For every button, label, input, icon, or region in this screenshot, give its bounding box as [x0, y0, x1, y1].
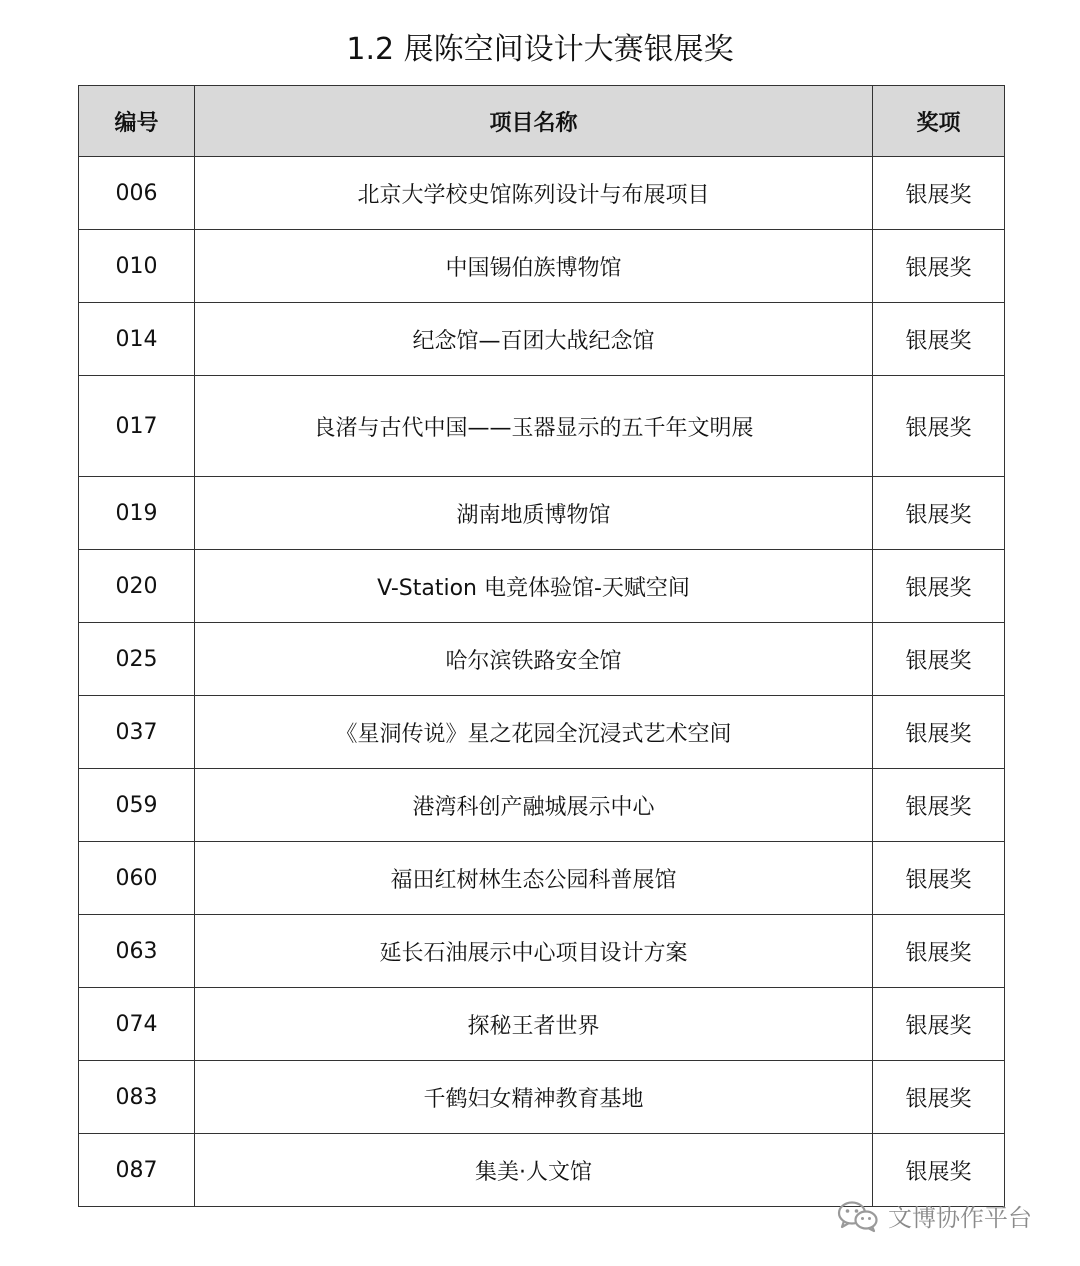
cell-name: 《星洞传说》星之花园全沉浸式艺术空间: [195, 696, 873, 769]
cell-award: 银展奖: [873, 477, 1005, 550]
wechat-icon: [836, 1199, 880, 1233]
cell-name: 湖南地质博物馆: [195, 477, 873, 550]
cell-id: 017: [79, 376, 195, 477]
cell-id: 037: [79, 696, 195, 769]
table-row: [79, 1134, 1005, 1207]
cell-award: 银展奖: [873, 230, 1005, 303]
table-row: [79, 550, 1005, 623]
header-id: 编号: [79, 86, 195, 157]
table-row: [79, 477, 1005, 550]
cell-name: 探秘王者世界: [195, 988, 873, 1061]
header-award: 奖项: [873, 86, 1005, 157]
table-row: [79, 915, 1005, 988]
cell-award: 银展奖: [873, 1061, 1005, 1134]
cell-name: 福田红树林生态公园科普展馆: [195, 842, 873, 915]
table-row: [79, 1061, 1005, 1134]
cell-award: 银展奖: [873, 915, 1005, 988]
cell-name: 港湾科创产融城展示中心: [195, 769, 873, 842]
cell-id: 083: [79, 1061, 195, 1134]
table-row: [79, 157, 1005, 230]
table-row: [79, 303, 1005, 376]
table-row: [79, 769, 1005, 842]
cell-name: 延长石油展示中心项目设计方案: [195, 915, 873, 988]
cell-award: 银展奖: [873, 623, 1005, 696]
cell-award: 银展奖: [873, 157, 1005, 230]
cell-award: 银展奖: [873, 696, 1005, 769]
cell-id: 019: [79, 477, 195, 550]
awards-table: [78, 85, 1005, 1207]
header-name: 项目名称: [195, 86, 873, 157]
table-row: [79, 230, 1005, 303]
cell-id: 010: [79, 230, 195, 303]
cell-name: 良渚与古代中国——玉器显示的五千年文明展: [195, 376, 873, 477]
table-row: [79, 988, 1005, 1061]
page-title: 1.2 展陈空间设计大赛银展奖: [346, 32, 734, 67]
cell-id: 063: [79, 915, 195, 988]
cell-id: 060: [79, 842, 195, 915]
cell-id: 087: [79, 1134, 195, 1207]
table-row: [79, 376, 1005, 477]
cell-id: 074: [79, 988, 195, 1061]
cell-award: 银展奖: [873, 550, 1005, 623]
cell-name: 集美·人文馆: [195, 1134, 873, 1207]
cell-award: 银展奖: [873, 376, 1005, 477]
table-row: [79, 842, 1005, 915]
cell-award: 银展奖: [873, 842, 1005, 915]
cell-award: 银展奖: [873, 988, 1005, 1061]
cell-award: 银展奖: [873, 303, 1005, 376]
cell-id: 020: [79, 550, 195, 623]
table-header-row: [79, 86, 1005, 157]
table-row: [79, 623, 1005, 696]
cell-id: 014: [79, 303, 195, 376]
cell-name: 纪念馆—百团大战纪念馆: [195, 303, 873, 376]
cell-id: 025: [79, 623, 195, 696]
cell-id: 006: [79, 157, 195, 230]
cell-award: 银展奖: [873, 769, 1005, 842]
cell-name: 千鹤妇女精神教育基地: [195, 1061, 873, 1134]
watermark: [836, 1198, 1032, 1233]
cell-award: 银展奖: [873, 1134, 1005, 1207]
cell-name: 哈尔滨铁路安全馆: [195, 623, 873, 696]
cell-id: 059: [79, 769, 195, 842]
cell-name: V-Station 电竞体验馆-天赋空间: [195, 550, 873, 623]
cell-name: 中国锡伯族博物馆: [195, 230, 873, 303]
cell-name: 北京大学校史馆陈列设计与布展项目: [195, 157, 873, 230]
table-row: [79, 696, 1005, 769]
watermark-text: 文博协作平台: [888, 1204, 1032, 1232]
